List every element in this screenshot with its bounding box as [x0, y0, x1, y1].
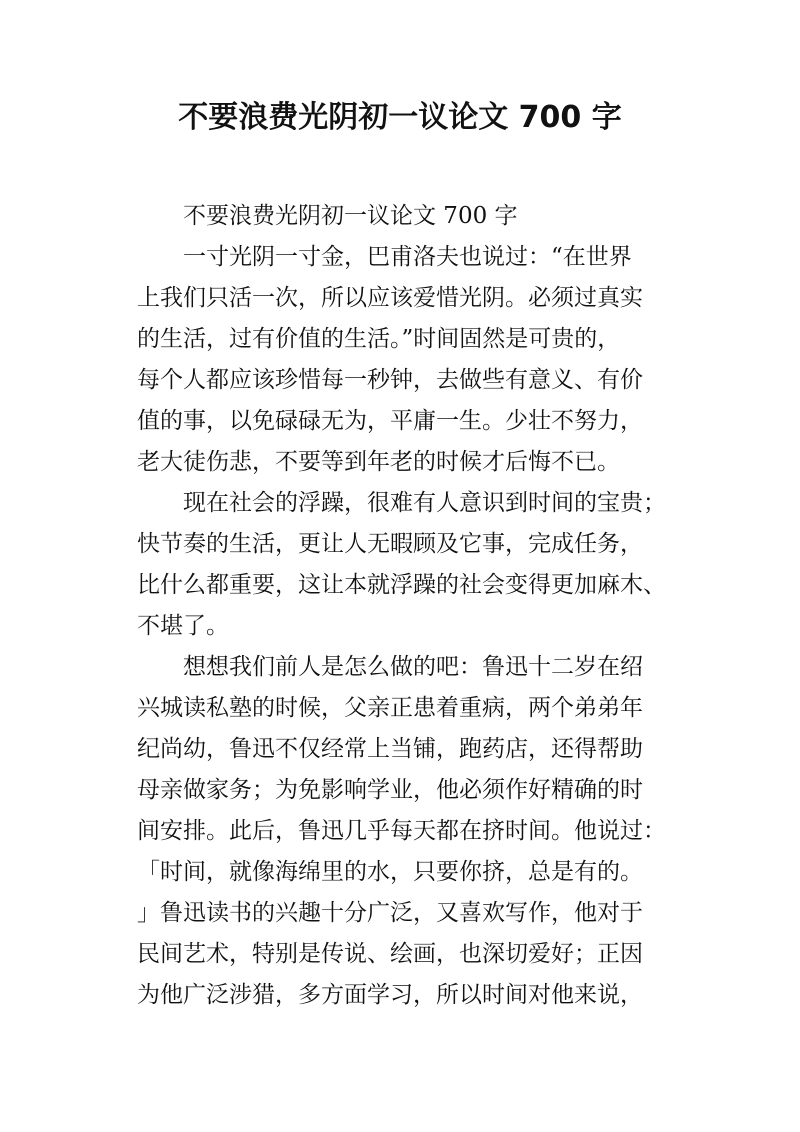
body-line: 一寸光阴一寸金，巴甫洛夫也说过：“在世界 [183, 244, 632, 270]
body-line: 老大徒伤悲，不要等到年老的时候才后悔不已。 [137, 449, 620, 475]
body-line: 每个人都应该珍惜每一秒钟，去做些有意义、有价 [137, 367, 643, 393]
body-line: 现在社会的浮躁，很难有人意识到时间的宝贵； [183, 490, 666, 516]
body-line: 纪尚幼，鲁迅不仅经常上当铺，跑药店，还得帮助 [137, 736, 643, 762]
body-line: 比什么都重要，这让本就浮躁的社会变得更加麻木、 [137, 572, 666, 598]
body-line: 民间艺术，特别是传说、绘画，也深切爱好；正因 [137, 941, 643, 967]
body-line: 」鲁迅读书的兴趣十分广泛，又喜欢写作，他对于 [137, 900, 643, 926]
body-line: 兴城读私塾的时候，父亲正患着重病，两个弟弟年 [137, 695, 643, 721]
body-line: 值的事，以免碌碌无为，平庸一生。少壮不努力， [137, 408, 643, 434]
body-line: 间安排。此后，鲁迅几乎每天都在挤时间。他说过： [137, 818, 666, 844]
body-line: 不堪了。 [137, 613, 229, 639]
body-line: 为他广泛涉猎，多方面学习，所以时间对他来说， [137, 982, 643, 1008]
body-line: 不要浪费光阴初一议论文 700 字 [183, 203, 518, 229]
body-line: 上我们只活一次，所以应该爱惜光阴。必须过真实 [137, 285, 643, 311]
document-body [137, 196, 677, 1016]
body-line: 快节奏的生活，更让人无暇顾及它事，完成任务， [137, 531, 643, 557]
body-line: 想想我们前人是怎么做的吧：鲁迅十二岁在绍 [183, 654, 643, 680]
document-title: 不要浪费光阴初一议论文 700 字 [178, 100, 622, 135]
body-line: 母亲做家务；为免影响学业，他必须作好精确的时 [137, 777, 643, 803]
body-line: 「时间，就像海绵里的水，只要你挤，总是有的。 [137, 859, 643, 885]
body-line: 的生活，过有价值的生活。”时间固然是可贵的， [137, 326, 621, 352]
